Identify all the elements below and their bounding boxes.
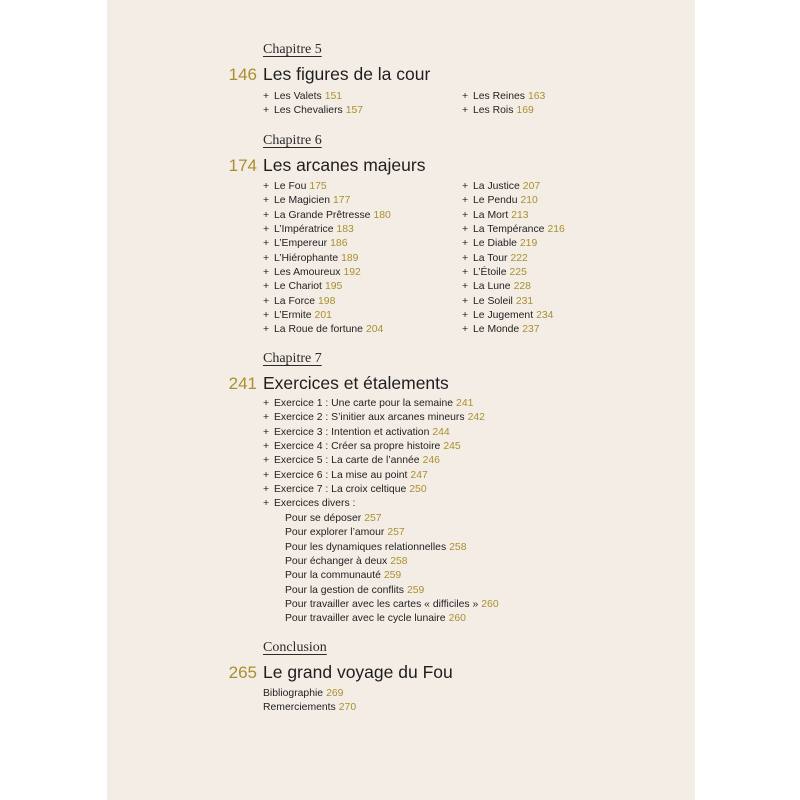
toc-entry-page: 163: [527, 91, 546, 102]
toc-entry-text: Remerciements: [263, 702, 336, 714]
chapter-7-exercise-list: [263, 397, 485, 512]
toc-entry-page: 192: [343, 267, 361, 279]
plus-icon: +: [263, 455, 270, 467]
toc-entry: [263, 252, 391, 266]
toc-entry-text: Pour travailler avec le cycle lunaire: [285, 613, 446, 625]
toc-entry-text: Le Soleil: [473, 295, 513, 307]
toc-entry: [462, 237, 565, 251]
plus-icon: +: [263, 310, 270, 322]
toc-entry-page: 260: [481, 599, 499, 611]
plus-icon: +: [462, 105, 469, 117]
plus-icon: +: [462, 324, 469, 336]
toc-entry-text: Les Amoureux: [274, 267, 341, 279]
toc-entry: [263, 295, 391, 309]
plus-icon: +: [462, 252, 469, 264]
plus-icon: +: [263, 324, 270, 336]
toc-entry-text: Pour explorer l’amour: [285, 527, 385, 539]
chapter-6-page-number: 174: [228, 156, 257, 175]
toc-entry: [263, 426, 485, 440]
toc-entry-text: Pour la communauté: [285, 570, 381, 582]
toc-entry-text: Bibliographie: [263, 688, 324, 699]
toc-entry: [462, 104, 545, 118]
toc-entry: [263, 440, 485, 454]
chapter-6-title: Les arcanes majeurs: [263, 155, 426, 175]
toc-entry-page: 219: [519, 238, 538, 250]
toc-entry-text: Pour la gestion de conflits: [285, 584, 404, 596]
toc-entry-text: Les Rois: [473, 105, 514, 117]
plus-icon: +: [462, 181, 469, 192]
toc-entry-page: 258: [390, 556, 408, 568]
toc-entry: [263, 497, 485, 511]
toc-entry: [263, 512, 499, 526]
toc-entry: [462, 180, 565, 194]
toc-entry: [263, 266, 391, 280]
plus-icon: +: [263, 267, 270, 279]
toc-entry-page: 225: [509, 267, 527, 279]
toc-entry-page: 204: [365, 324, 384, 336]
toc-entry: [462, 209, 565, 223]
toc-entry-page: 258: [449, 541, 467, 553]
toc-entry-text: Les Valets: [274, 91, 322, 102]
chapter-7-misc-list: [263, 512, 499, 627]
toc-entry: [462, 266, 565, 280]
toc-page: [107, 0, 695, 800]
toc-entry-page: 213: [511, 209, 529, 221]
toc-entry-page: 180: [373, 209, 391, 221]
toc-entry-text: Le Diable: [473, 238, 517, 250]
toc-entry-text: Exercice 6 : La mise au point: [274, 469, 408, 481]
toc-entry: [263, 569, 499, 583]
chapter-5-left-list: [263, 90, 363, 119]
plus-icon: +: [263, 195, 270, 207]
toc-entry-text: Le Monde: [473, 324, 520, 336]
chapter-5-label: Chapitre 5: [263, 42, 322, 57]
toc-entry: [263, 555, 499, 569]
conclusion-page-number: 265: [228, 663, 257, 682]
toc-entry-text: Pour se déposer: [285, 513, 362, 524]
plus-icon: +: [263, 469, 270, 481]
toc-entry-text: Exercice 7 : La croix celtique: [274, 484, 407, 496]
toc-entry-text: Le Magicien: [274, 195, 331, 207]
toc-entry: [263, 454, 485, 468]
plus-icon: +: [462, 295, 469, 307]
plus-icon: +: [263, 181, 270, 192]
toc-entry: [263, 104, 363, 118]
toc-entry: [263, 612, 499, 626]
toc-entry-text: Pour travailler avec les cartes « difficiles »: [285, 599, 479, 611]
toc-entry-page: 246: [422, 455, 440, 467]
plus-icon: +: [263, 105, 270, 117]
toc-entry-page: 198: [318, 295, 336, 307]
toc-entry: [462, 309, 565, 323]
plus-icon: +: [462, 224, 469, 236]
toc-entry: [462, 252, 565, 266]
toc-entry: [263, 194, 391, 208]
toc-entry-page: 237: [522, 324, 540, 336]
toc-entry-page: 257: [364, 513, 382, 524]
toc-entry-page: 183: [336, 224, 354, 236]
plus-icon: +: [462, 195, 469, 207]
conclusion-label: Conclusion: [263, 640, 327, 655]
toc-entry-text: Pour échanger à deux: [285, 556, 388, 568]
toc-entry-page: 260: [448, 613, 466, 625]
toc-entry-text: Exercice 3 : Intention et activation: [274, 426, 430, 438]
toc-entry: [462, 323, 565, 337]
toc-entry-text: L’Impératrice: [274, 224, 334, 236]
toc-entry: [462, 223, 565, 237]
toc-entry: [263, 584, 499, 598]
toc-entry-page: 222: [510, 252, 528, 264]
toc-entry: [263, 526, 499, 540]
toc-entry: [263, 701, 356, 715]
chapter-5-title: Les figures de la cour: [263, 64, 431, 84]
toc-entry-page: 245: [443, 441, 461, 453]
toc-entry-page: 247: [410, 469, 428, 481]
plus-icon: +: [462, 267, 469, 279]
toc-entry: [263, 469, 485, 483]
toc-entry-text: La Roue de fortune: [274, 324, 363, 336]
toc-entry-page: 177: [333, 195, 351, 207]
toc-entry-text: La Tempérance: [473, 224, 545, 236]
toc-entry: [263, 223, 391, 237]
chapter-6-label: Chapitre 6: [263, 133, 322, 148]
plus-icon: +: [263, 238, 270, 250]
conclusion-title: Le grand voyage du Fou: [263, 662, 453, 682]
plus-icon: +: [462, 91, 469, 102]
toc-entry-text: L’Étoile: [473, 267, 507, 279]
toc-entry-page: 259: [383, 570, 402, 582]
toc-entry-text: Exercices divers :: [274, 498, 356, 510]
plus-icon: +: [462, 238, 469, 250]
conclusion-list: [263, 687, 356, 716]
toc-entry-text: L’Hiérophante: [274, 252, 339, 264]
toc-entry-page: 210: [520, 195, 538, 207]
toc-entry-page: 189: [341, 252, 359, 264]
plus-icon: +: [263, 91, 270, 102]
toc-entry: [263, 323, 391, 337]
toc-entry-page: 244: [432, 426, 450, 438]
chapter-5-right-list: [462, 90, 545, 119]
toc-entry-text: Le Chariot: [274, 281, 322, 293]
toc-entry-text: L’Ermite: [274, 310, 312, 322]
chapter-7-label: Chapitre 7: [263, 351, 322, 366]
toc-entry: [263, 598, 499, 612]
toc-entry: [263, 483, 485, 497]
toc-entry-text: La Lune: [473, 281, 511, 293]
toc-entry-text: L’Empereur: [274, 238, 328, 250]
toc-entry: [462, 280, 565, 294]
plus-icon: +: [263, 398, 270, 409]
plus-icon: +: [462, 310, 469, 322]
toc-entry-page: 207: [522, 181, 541, 192]
toc-entry-text: Les Chevaliers: [274, 105, 343, 117]
chapter-5-page-number: 146: [228, 65, 257, 84]
toc-entry-page: 228: [513, 281, 531, 293]
toc-entry-text: Exercice 4 : Créer sa propre histoire: [274, 441, 441, 453]
plus-icon: +: [462, 209, 469, 221]
plus-icon: +: [263, 224, 270, 236]
toc-entry: [462, 295, 565, 309]
toc-entry-page: 234: [536, 310, 554, 322]
toc-entry-page: 195: [324, 281, 343, 293]
toc-entry-page: 151: [324, 91, 343, 102]
toc-entry-page: 259: [407, 584, 425, 596]
toc-entry-text: Exercice 5 : La carte de l’année: [274, 455, 420, 467]
toc-entry-text: La Grande Prêtresse: [274, 209, 371, 221]
plus-icon: +: [263, 426, 270, 438]
chapter-6-right-list: [462, 180, 565, 338]
toc-entry-text: La Justice: [473, 181, 520, 192]
plus-icon: +: [263, 281, 270, 293]
toc-entry-text: La Force: [274, 295, 316, 307]
toc-entry-page: 269: [326, 688, 344, 699]
toc-entry: [263, 411, 485, 425]
toc-entry: [263, 180, 391, 194]
toc-entry-page: 216: [547, 224, 565, 236]
toc-entry-page: 242: [467, 412, 485, 424]
toc-entry-page: 250: [409, 484, 427, 496]
toc-entry: [462, 90, 545, 104]
toc-entry: [263, 687, 356, 701]
toc-entry: [462, 194, 565, 208]
toc-entry-text: Les Reines: [473, 91, 525, 102]
plus-icon: +: [263, 252, 270, 264]
toc-entry: [263, 90, 363, 104]
toc-entry-page: 241: [456, 398, 474, 409]
chapter-7-title: Exercices et étalements: [263, 373, 449, 393]
toc-entry-text: Pour les dynamiques relationnelles: [285, 541, 447, 553]
toc-entry: [263, 309, 391, 323]
toc-entry: [263, 237, 391, 251]
plus-icon: +: [462, 281, 469, 293]
chapter-7-page-number: 241: [228, 374, 257, 393]
toc-entry: [263, 280, 391, 294]
plus-icon: +: [263, 484, 270, 496]
toc-entry: [263, 397, 485, 411]
toc-entry-page: 186: [330, 238, 348, 250]
toc-entry-page: 175: [309, 181, 327, 192]
chapter-6-left-list: [263, 180, 391, 338]
toc-entry-page: 201: [314, 310, 332, 322]
toc-entry-page: 231: [515, 295, 534, 307]
plus-icon: +: [263, 498, 270, 510]
toc-entry-text: Le Jugement: [473, 310, 534, 322]
toc-entry-page: 169: [516, 105, 534, 117]
plus-icon: +: [263, 441, 270, 453]
toc-entry-text: La Mort: [473, 209, 509, 221]
toc-entry-page: 270: [338, 702, 357, 714]
toc-entry-page: 257: [387, 527, 405, 539]
toc-entry-text: Exercice 1 : Une carte pour la semaine: [274, 398, 454, 409]
toc-entry-page: 157: [345, 105, 364, 117]
plus-icon: +: [263, 412, 270, 424]
toc-entry: [263, 209, 391, 223]
toc-entry-text: Le Fou: [274, 181, 307, 192]
toc-entry-text: Le Pendu: [473, 195, 518, 207]
toc-entry-text: Exercice 2 : S’initier aux arcanes mineurs: [274, 412, 465, 424]
plus-icon: +: [263, 209, 270, 221]
toc-entry: [263, 541, 499, 555]
toc-entry-text: La Tour: [473, 252, 508, 264]
plus-icon: +: [263, 295, 270, 307]
